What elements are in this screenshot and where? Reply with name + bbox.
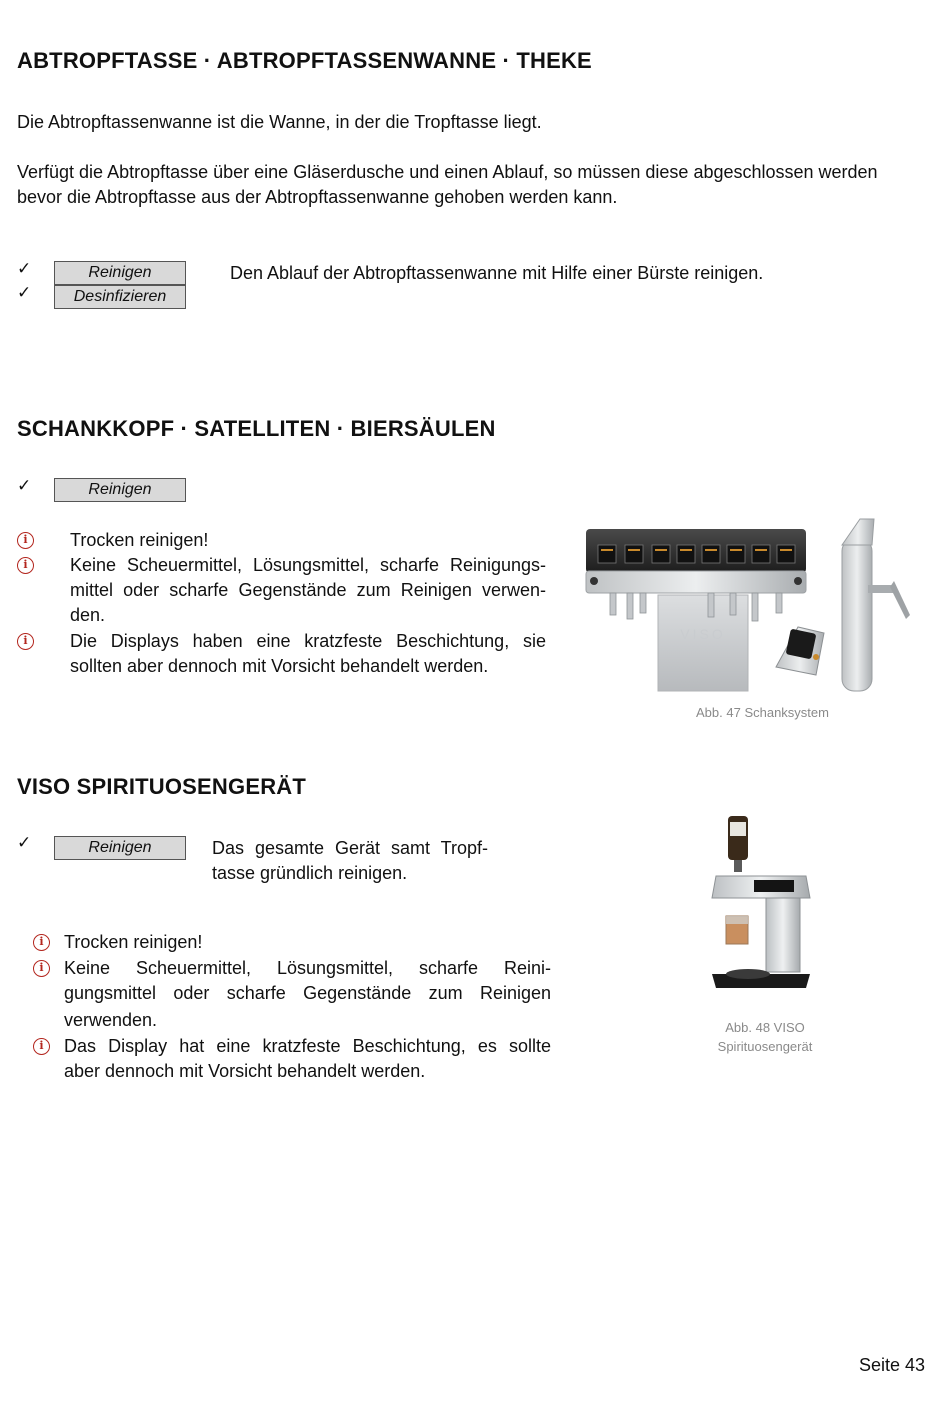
info-circle-icon: i: [17, 557, 34, 574]
figure-caption-48-line1: Abb. 48 VISO: [725, 1020, 805, 1035]
note-display-line2: aber dennoch mit Vorsicht behandelt werden.: [64, 1061, 426, 1081]
section-heading-viso: VISO SPIRITUOSENGERÄT: [17, 774, 307, 799]
figure-caption-47: Abb. 47 Schanksystem: [696, 705, 829, 720]
info-circle-icon: i: [33, 960, 50, 977]
schanksystem-image: [580, 515, 918, 697]
note-no-abrasives-line3: den.: [70, 605, 106, 625]
info-circle-icon: i: [17, 633, 34, 650]
paragraph-intro: Die Abtropftassenwanne ist die Wanne, in der die Tropftasse liegt.: [17, 112, 542, 132]
tag-reinigen: Reinigen: [54, 261, 186, 285]
check-icon: ✓: [17, 283, 32, 303]
check-icon: ✓: [17, 259, 32, 279]
instruction-line1: Das gesamte Gerät samt Tropf-: [212, 838, 488, 858]
note-no-abrasives-line1: Keine Scheuermittel, Lösungsmittel, scharfe Reini-: [64, 958, 551, 978]
note-no-abrasives-line2: mittel oder scharfe Gegenstände zum Reinigen verwen-: [70, 580, 546, 600]
info-circle-icon: i: [33, 1038, 50, 1055]
info-circle-icon: i: [33, 934, 50, 951]
note-displays-line2: sollten aber dennoch mit Vorsicht behandelt werden.: [70, 656, 489, 676]
section-heading-schankkopf: SCHANKKOPF · SATELLITEN · BIERSÄULEN: [17, 416, 496, 441]
note-dry-clean: Trocken reinigen!: [70, 530, 209, 550]
check-icon: ✓: [17, 476, 32, 496]
tag-reinigen: Reinigen: [54, 836, 186, 860]
note-no-abrasives-line1: Keine Scheuermittel, Lösungsmittel, scharfe Reinigungs-: [70, 555, 546, 575]
viso-spirituosengeraet-image: [708, 812, 814, 992]
check-icon: ✓: [17, 833, 32, 853]
note-no-abrasives-line2: gungsmittel oder scharfe Gegenstände zum Reinigen: [64, 983, 551, 1003]
note-displays-line1: Die Displays haben eine kratzfeste Beschichtung, sie: [70, 631, 546, 651]
page-number: Seite 43: [858, 1355, 925, 1375]
section-heading-abtropftasse: ABTROPFTASSE · ABTROPFTASSENWANNE · THEKE: [17, 48, 592, 73]
note-no-abrasives-line3: verwenden.: [64, 1010, 158, 1030]
note-dry-clean: Trocken reinigen!: [64, 932, 203, 952]
tag-reinigen: Reinigen: [54, 478, 186, 502]
viso-logo: VISO: [680, 626, 726, 642]
figure-caption-48-line2: Spirituosengerät: [717, 1039, 813, 1054]
tag-desinfizieren: Desinfizieren: [54, 285, 186, 309]
instruction-text: Den Ablauf der Abtropftassenwanne mit Hilfe einer Bürste reinigen.: [230, 263, 764, 283]
instruction-line2: tasse gründlich reinigen.: [212, 863, 408, 883]
paragraph-shower-line1: Verfügt die Abtropftasse über eine Gläserdusche und einen Ablauf, so müssen diese abgeschlossen werden: [17, 162, 878, 182]
note-display-line1: Das Display hat eine kratzfeste Beschichtung, es sollte: [64, 1036, 551, 1056]
info-circle-icon: i: [17, 532, 34, 549]
paragraph-shower-line2: bevor die Abtropftasse aus der Abtropftassenwanne gehoben werden kann.: [17, 187, 618, 207]
